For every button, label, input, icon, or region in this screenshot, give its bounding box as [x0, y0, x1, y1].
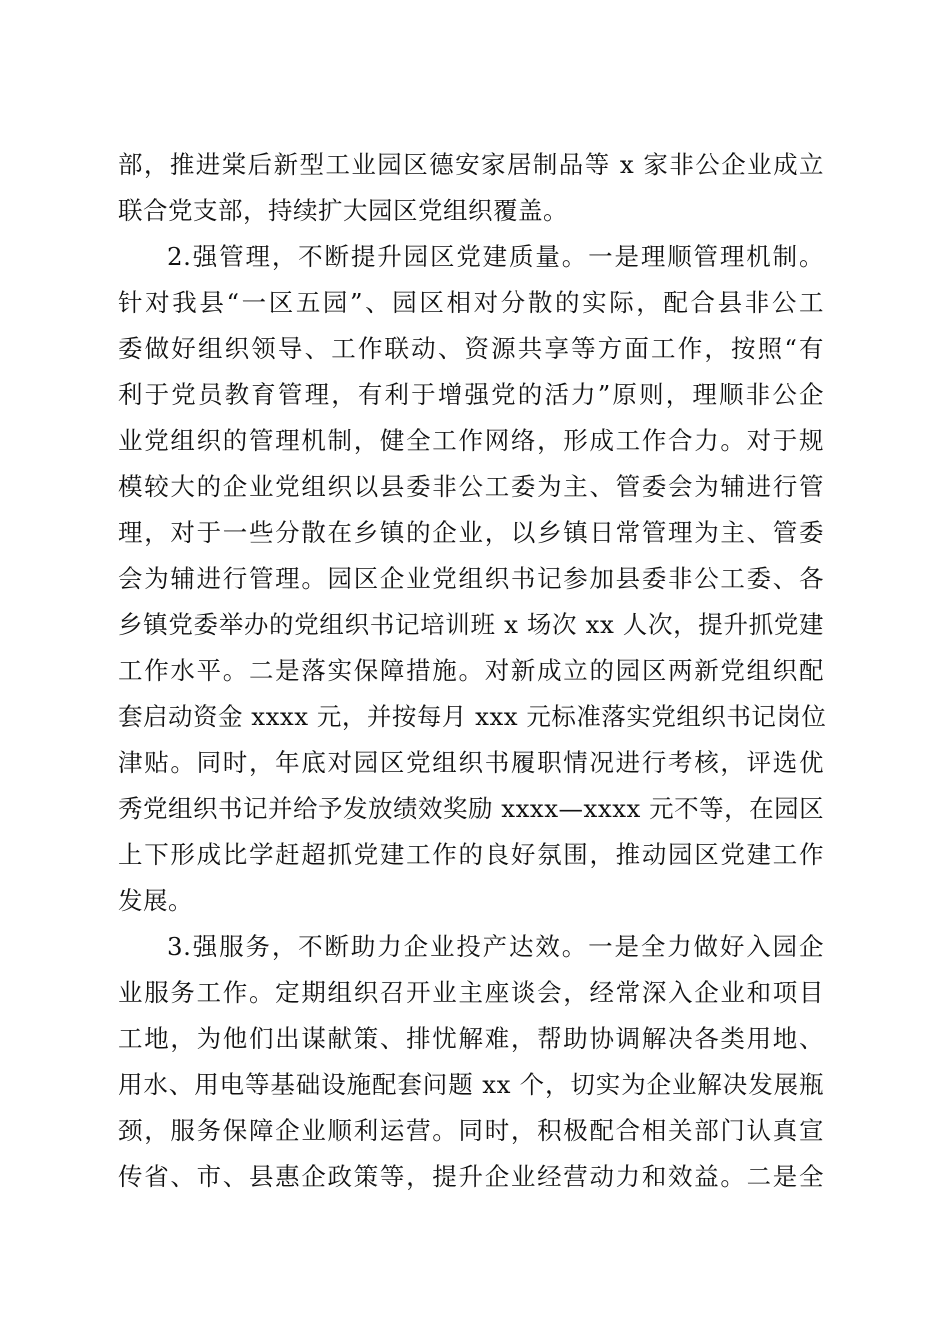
text-line-14: 津贴。同时，年底对园区党组织书履职情况进行考核，评选优	[118, 748, 824, 777]
text-line-18: 3.强服务，不断助力企业投产达效。一是全力做好入园企	[167, 932, 824, 961]
text-line-16: 上下形成比学赶超抓党建工作的良好氛围，推动园区党建工作	[118, 840, 824, 869]
text-line-15: 秀党组织书记并给予发放绩效奖励 xxxx—xxxx 元不等，在园区	[118, 794, 825, 823]
text-line-19: 业服务工作。定期组织召开业主座谈会，经常深入企业和项目	[118, 978, 824, 1007]
text-line-8: 模较大的企业党组织以县委非公工委为主、管委会为辅进行管	[118, 472, 824, 501]
text-line-23: 传省、市、县惠企政策等，提升企业经营动力和效益。二是全	[118, 1162, 824, 1191]
text-line-6: 利于党员教育管理，有利于增强党的活力”原则，理顺非公企	[118, 380, 824, 409]
text-line-3: 2.强管理，不断提升园区党建质量。一是理顺管理机制。	[167, 242, 824, 271]
text-line-2: 联合党支部，持续扩大园区党组织覆盖。	[118, 196, 568, 225]
text-line-17: 发展。	[118, 886, 193, 915]
text-line-9: 理，对于一些分散在乡镇的企业，以乡镇日常管理为主、管委	[118, 518, 824, 547]
text-line-10: 会为辅进行管理。园区企业党组织书记参加县委非公工委、各	[118, 564, 824, 593]
text-line-12: 工作水平。二是落实保障措施。对新成立的园区两新党组织配	[118, 656, 824, 685]
text-line-11: 乡镇党委举办的党组织书记培训班 x 场次 xx 人次，提升抓党建	[118, 610, 824, 639]
text-line-5: 委做好组织领导、工作联动、资源共享等方面工作，按照“有	[118, 334, 824, 363]
text-line-13: 套启动资金 xxxx 元，并按每月 xxx 元标准落实党组织书记岗位	[118, 702, 827, 731]
text-line-22: 颈，服务保障企业顺利运营。同时，积极配合相关部门认真宣	[118, 1116, 824, 1145]
text-line-20: 工地，为他们出谋献策、排忧解难，帮助协调解决各类用地、	[118, 1024, 824, 1053]
text-line-7: 业党组织的管理机制，健全工作网络，形成工作合力。对于规	[118, 426, 824, 455]
text-line-4: 针对我县“一区五园”、园区相对分散的实际，配合县非公工	[118, 288, 824, 317]
text-line-21: 用水、用电等基础设施配套问题 xx 个，切实为企业解决发展瓶	[118, 1070, 824, 1099]
text-line-1: 部，推进棠后新型工业园区德安家居制品等 x 家非公企业成立	[118, 150, 824, 179]
